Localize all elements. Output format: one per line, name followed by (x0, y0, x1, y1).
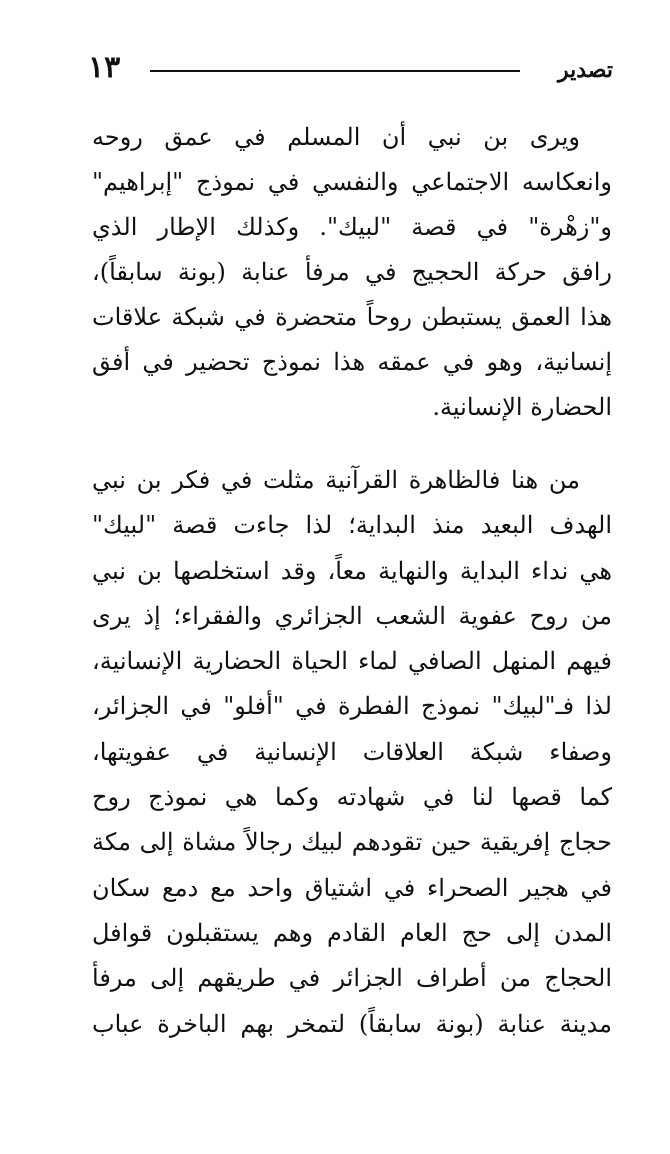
page-number: ١٣ (88, 50, 121, 85)
text-line: و"زهْرة" في قصة "لبيك". وكذلك الإطار الذي (92, 213, 612, 241)
text-line: في هجير الصحراء في اشتياق واحد مع دمع سكان (92, 873, 612, 902)
text-line: المدن إلى حج العام القادم وهم يستقبلون قوافل (92, 918, 612, 947)
header-rule (150, 70, 520, 72)
text-line: حجاج إفريقية حين تقودهم لبيك رجالاً مشاة إلى مكة (92, 828, 612, 857)
text-line: فيهم المنهل الصافي لماء الحياة الحضارية الإنسانية، (92, 647, 612, 676)
text-line: الحضارة الإنسانية. (432, 393, 612, 421)
text-line: كما قصها لنا في شهادته وكما هي نموذج روح (92, 783, 612, 812)
paragraph-2 (92, 458, 612, 1047)
page-header (88, 48, 613, 92)
text-line: لذا فـ"لبيك" نموذج الفطرة في "أفلو" في الجزائر، (92, 692, 612, 721)
text-line: ويرى بن نبي أن المسلم في عمق روحه (92, 123, 580, 151)
text-line: الهدف البعيد منذ البداية؛ لذا جاءت قصة "لبيك" (92, 511, 612, 540)
text-line: إنسانية، وهو في عمقه هذا نموذج تحضير في أفق (92, 348, 612, 376)
running-title: تصدير (557, 57, 613, 83)
text-line: وصفاء شبكة العلاقات الإنسانية في عفويتها، (92, 737, 612, 766)
text-line: وانعكاسه الاجتماعي والنفسي في نموذج "إبراهيم" (92, 168, 612, 196)
text-line: من روح عفوية الشعب الجزائري والفقراء؛ إذ يرى (92, 601, 612, 630)
text-line: هي نداء البداية والنهاية معاً، وقد استخلصها بن نبي (92, 556, 612, 585)
text-line: رافق حركة الحجيج في مرفأ عنابة (بونة سابقاً)، (92, 258, 612, 286)
text-line: من هنا فالظاهرة القرآنية مثلت في فكر بن نبي (92, 466, 580, 494)
text-line: هذا العمق يستبطن روحاً متحضرة في شبكة علاقات (92, 303, 612, 331)
text-line: الحجاج من أطراف الجزائر في طريقهم إلى مرفأ (92, 964, 612, 993)
paragraph-1 (92, 115, 612, 430)
text-line: مدينة عنابة (بونة سابقاً) لتمخر بهم الباخرة عباب (92, 1009, 612, 1038)
